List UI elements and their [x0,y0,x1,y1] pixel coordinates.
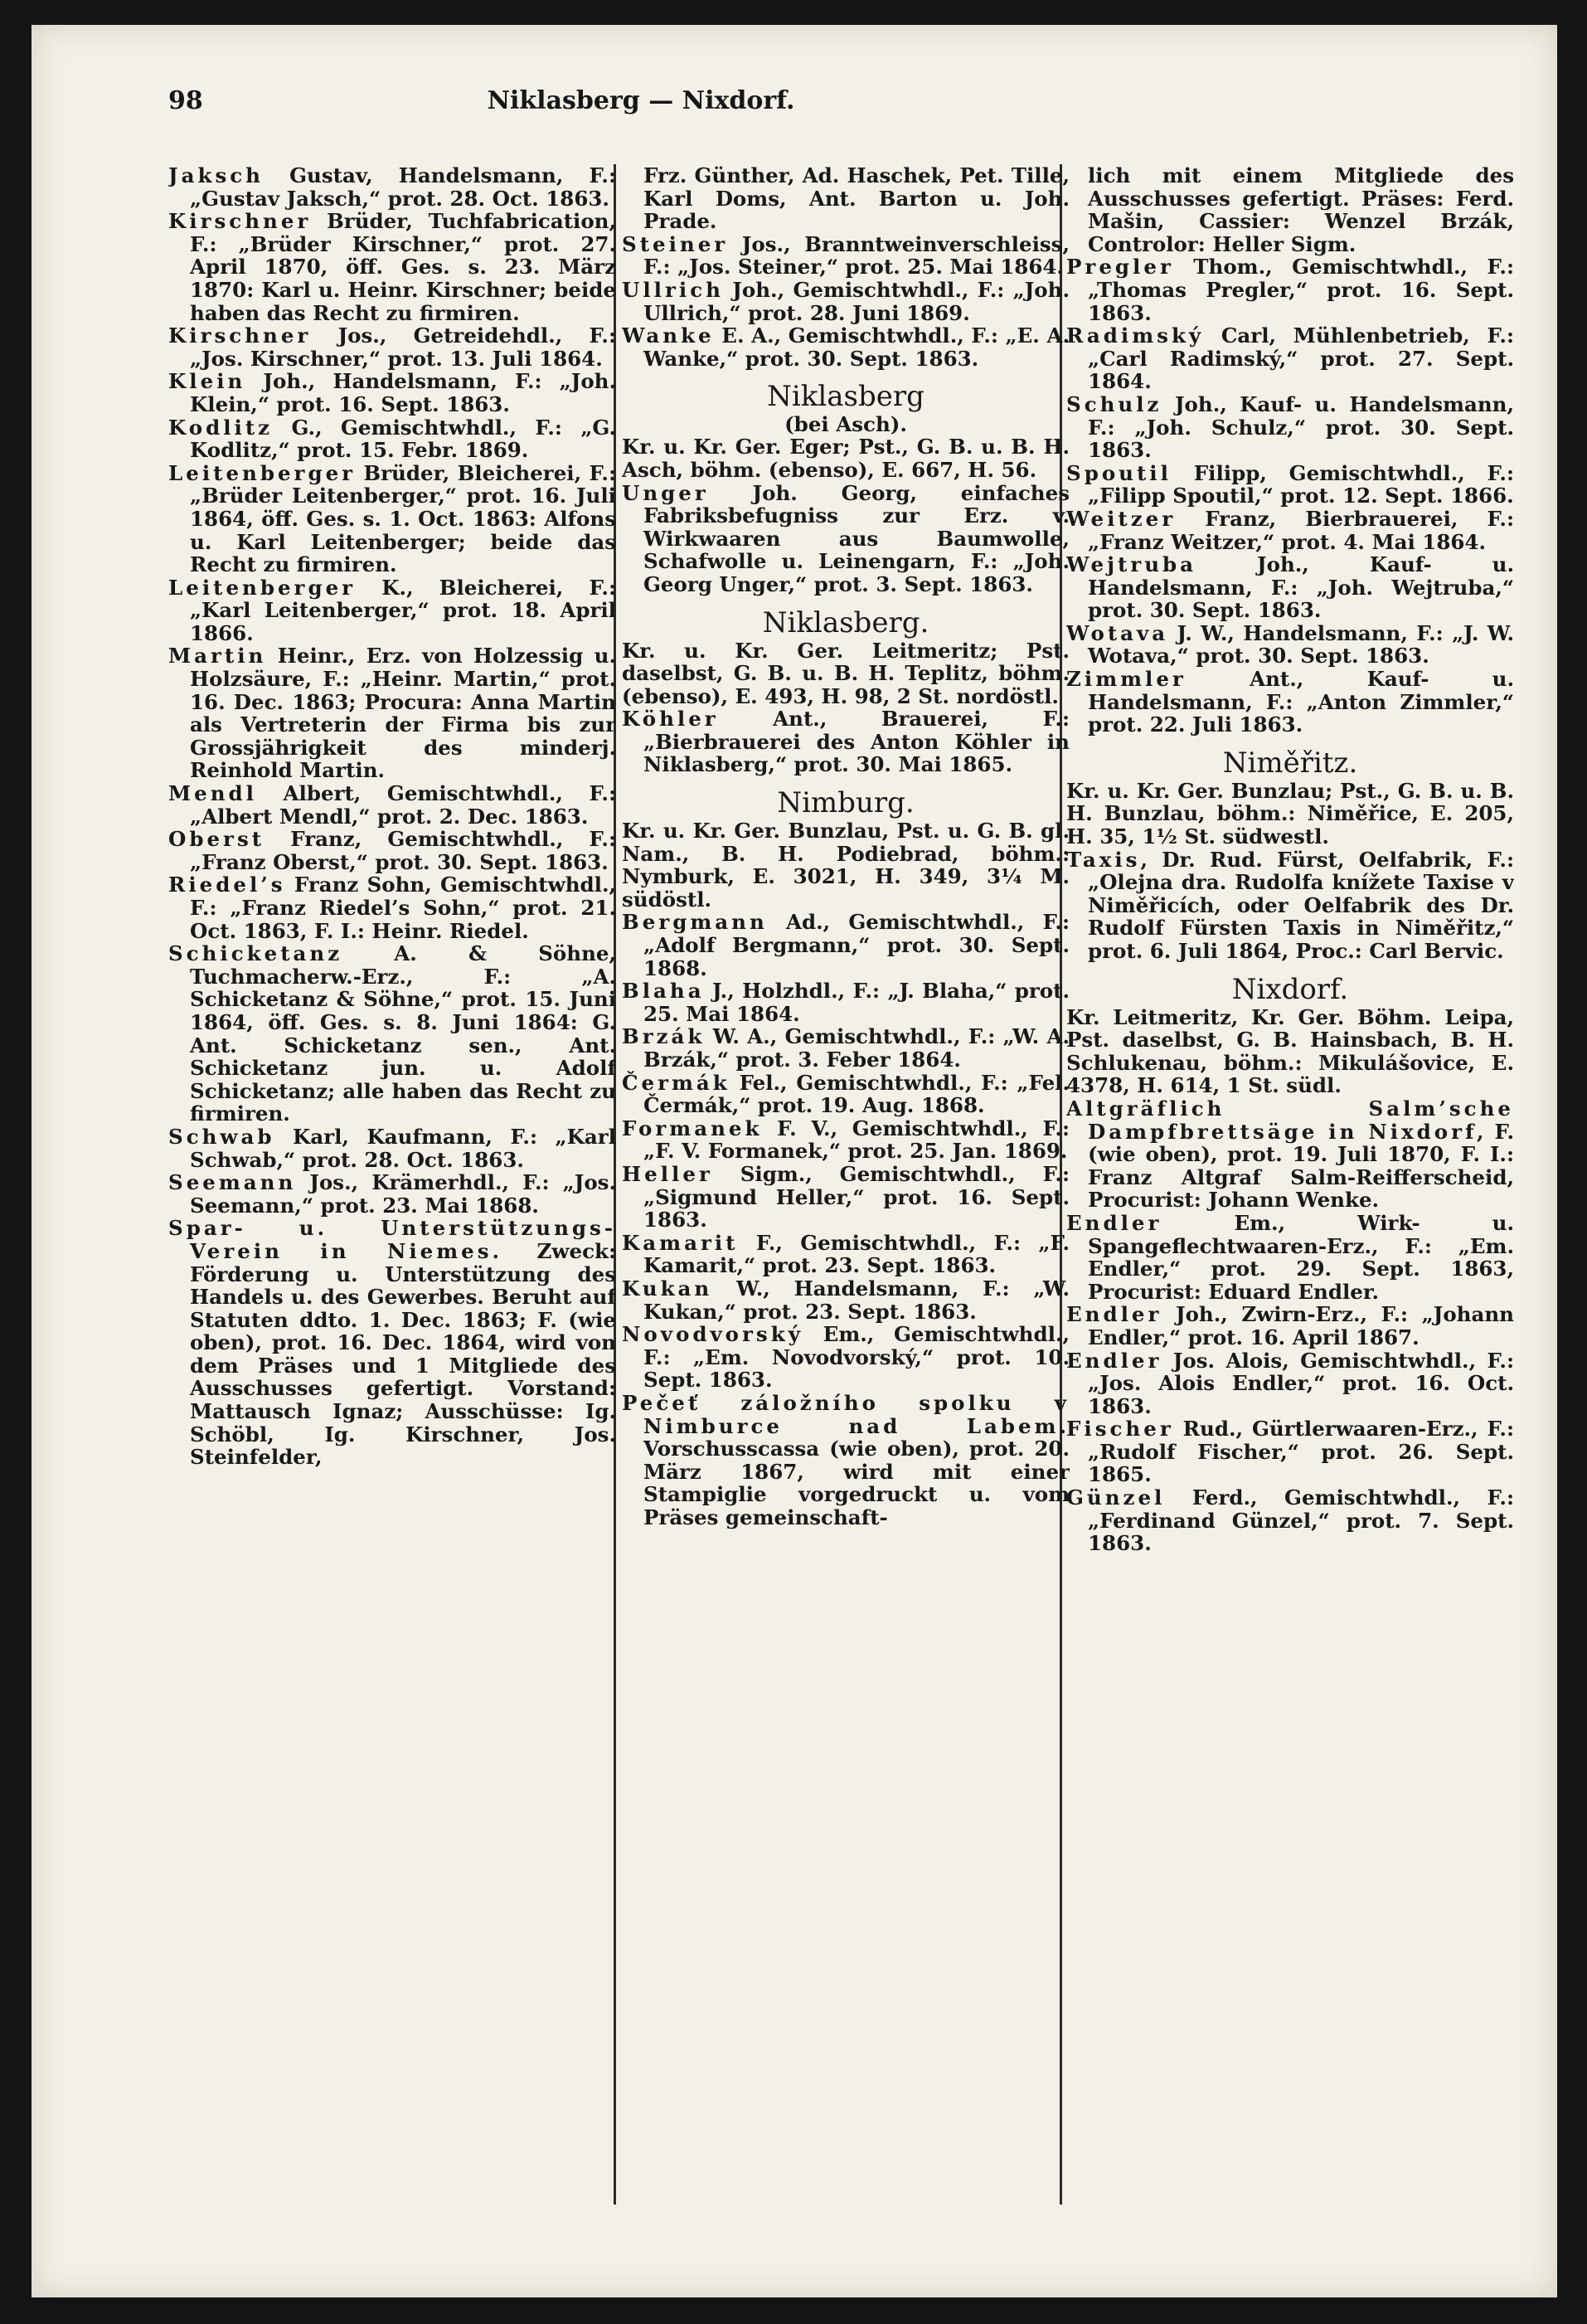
column-1 [168,164,616,2221]
entry-list [622,911,1070,1529]
entry-list [1066,164,1514,737]
directory-entry [168,873,616,942]
directory-entry [622,1277,1070,1323]
entry-details: , Dr. Rud. Fürst, Oelfabrik, F.: „Olejna dra. Rudolfa knížete Taxise v Niměřicích, oder Oelfabrik des Dr. Rudolf Fürsten Taxis in Niměřitz,“ prot. 6. Juli 1864, Proc.: Carl Bervic. [1088,847,1514,963]
entry-name: Zimmler [1066,667,1187,692]
entry-name: Seemann [168,1170,297,1195]
entry-name: Kukan [622,1276,713,1301]
directory-entry [168,644,616,782]
entry-details: Thom., Gemischtwhdl., F.: „Thomas Pregler,“ prot. 16. Sept. 1863. [1088,255,1514,325]
entry-name: Köhler [622,707,719,732]
entry-name: Čermák [622,1070,730,1095]
page [32,25,1557,2297]
entry-details: Fel., Gemischtwhdl., F.: „Fel. Čermák,“ prot. 19. Aug. 1868. [643,1070,1070,1118]
directory-entry [622,1025,1070,1071]
directory-entry [622,1392,1070,1529]
directory-entry [168,1171,616,1217]
entry-name: Endler [1066,1210,1162,1235]
entry-details: Joh., Gemischtwhdl., F.: „Joh. Ullrich,“ prot. 28. Juni 1869. [643,277,1070,325]
entry-name: Spar- u. Unterstützungs-Verein in Niemes. [168,1216,616,1263]
entry-details: Karl, Kaufmann, F.: „Karl Schwab,“ prot. 28. Oct. 1863. [190,1124,616,1172]
directory-entry [1066,553,1514,622]
section-heading: Nimburg. [777,786,915,820]
directory-entry [622,980,1070,1025]
entry-details: Franz, Bierbrauerei, F.: „Franz Weitzer,“ prot. 4. Mai 1864. [1088,506,1514,554]
entry-details: Rud., Gürtlerwaaren-Erz., F.: „Rudolf Fischer,“ prot. 26. Sept. 1865. [1088,1417,1514,1487]
entry-details: Franz, Gemischtwhdl., F.: „Franz Oberst,“ prot. 30. Sept. 1863. [190,827,616,874]
section-nixdorf [1066,973,1514,1555]
entry-name: Altgräflich Salm’sche Dampfbrettsäge in Nixdorf, [1066,1096,1514,1144]
entry-name: Pečeť záložního spolku v Nimburce nad Labem. [622,1390,1070,1438]
entry-details: Ant., Brauerei, F.: „Bierbrauerei des Anton Köhler in Niklasberg,“ prot. 30. Mai 1865. [643,707,1070,777]
entry-name: Schicketanz [168,941,343,966]
entry-details: W. A., Gemischtwhdl., F.: „W. A. Brzák,“ prot. 3. Feber 1864. [643,1024,1070,1072]
entry-details: Ant., Kauf- u. Handelsmann, F.: „Anton Zimmler,“ prot. 22. Juli 1863. [1088,667,1514,737]
entry-name: Bergmann [622,910,768,935]
entry-details: W., Handelsmann, F.: „W. Kukan,“ prot. 23. Sept. 1863. [643,1276,1070,1324]
entry-continuation [622,164,1070,233]
directory-entry [622,482,1070,596]
directory-entry [168,1126,616,1171]
entry-details: A. & Söhne, Tuchmacherw.-Erz., F.: „A. Schicketanz & Söhne,“ prot. 15. Juni 1864, öff. Ges. s. 8. Juni 1864: G. Ant. Schicketanz sen., Ant. Schicketanz jun. u. Adolf Schicketanz; alle haben das Recht zu firmiren. [190,941,616,1126]
directory-entry [168,942,616,1126]
entry-name: Endler [1066,1302,1162,1327]
column-3 [1066,164,1514,2221]
entry-details: G., Gemischtwhdl., F.: „G. Kodlitz,“ prot. 15. Febr. 1869. [190,415,616,463]
entry-details: Joh. Georg, einfaches Fabriksbefugniss zur Erz. v. Wirkwaaren aus Baumwolle, Schafwolle u. Leinengarn, F.: „Joh. Georg Unger,“ prot. 3. Sept. 1863. [643,480,1070,596]
directory-entry [1066,508,1514,553]
entry-name: Leitenberger [168,460,357,485]
entry-list [622,482,1070,596]
entry-details: Ferd., Gemischtwhdl., F.: „Ferdinand Günzel,“ prot. 7. Sept. 1863. [1088,1485,1514,1556]
entry-name: Formanek [622,1116,763,1140]
entry-name: Jaksch [168,164,264,187]
entry-details: Heinr., Erz. von Holzessig u. Holzsäure, F.: „Heinr. Martin,“ prot. 16. Dec. 1863; Procura: Anna Martin als Vertreterin der Firma bis zur Grossjährigkeit des minderj. Reinhold Martin. [190,644,616,783]
entry-details: Gustav, Handelsmann, F.: „Gustav Jaksch,“ prot. 28. Oct. 1863. [190,164,616,211]
entry-name: Leitenberger [168,575,357,600]
entry-details: Brüder, Bleicherei, F.: „Brüder Leitenberger,“ prot. 16. Juli 1864, öff. Ges. s. 1. Oct. 1863: Alfons u. Karl Leitenberger; beide das Recht zu firmiren. [190,460,616,577]
directory-entry [168,416,616,462]
entry-name: Blaha [622,979,705,1004]
entry-name: Pregler [1066,255,1174,280]
entry-details: Brüder, Tuchfabrication, F.: „Brüder Kirschner,“ prot. 27. April 1870, öff. Ges. s. 23. März 1870: Karl u. Heinr. Kirschner; beide haben das Recht zu firmiren. [190,209,616,325]
entry-details: Joh., Kauf- u. Handelsmann, F.: „Joh. Wejtruba,“ prot. 30. Sept. 1863. [1088,552,1514,623]
entry-details: F., Gemischtwhdl., F.: „F. Kamarit,“ prot. 23. Sept. 1863. [643,1230,1070,1278]
entry-name: Spoutil [1066,460,1172,485]
section-niklasberg [622,606,1070,777]
entry-details: Joh., Zwirn-Erz., F.: „Johann Endler,“ prot. 16. April 1867. [1088,1302,1514,1349]
entry-details: Carl, Mühlenbetrieb, F.: „Carl Radimský,“ prot. 27. Sept. 1864. [1088,323,1514,394]
entry-details: Sigm., Gemischtwhdl., F.: „Sigmund Heller,“ prot. 16. Sept. 1863. [643,1161,1070,1232]
entry-name: Schulz [1066,391,1162,416]
directory-entry [1066,668,1514,737]
entry-name: Riedel’s [168,873,286,897]
entry-name: Schwab [168,1124,275,1149]
entry-details: Zweck: Förderung u. Unterstützung des Handels u. des Gewerbes. Beruht auf Statuten ddto. 1. Dec. 1863; F. (wie oben), prot. 16. Dec. 1864, wird von dem Präses und 1 Mitgliede des Ausschusses gefertigt. Vorstand: Mattausch Ignaz; Ausschüsse: Ig. Schöbl, Ig. Kirschner, Jos. Steinfelder, [190,1238,616,1470]
directory-entry [622,324,1070,370]
section-heading: Nixdorf. [1231,972,1349,1006]
entry-name: Ullrich [622,277,724,302]
section-heading: Niklasberg. [762,605,929,639]
place-info: Kr. u. Kr. Ger. Bunzlau; Pst., G. B. u. B. H. Bunzlau, böhm.: Niměřice, E. 205, H. 35, 1½ St. südwestl. [1066,778,1514,849]
entry-list [168,164,616,1469]
entry-list [1066,1097,1514,1555]
entry-name: Wejtruba [1066,552,1197,577]
directory-entry [1066,462,1514,508]
directory-entry [622,911,1070,980]
directory-entry [1066,1303,1514,1349]
directory-entry [622,1323,1070,1392]
entry-details: E. A., Gemischtwhdl., F.: „E. A. Wanke,“ prot. 30. Sept. 1863. [643,323,1070,371]
entry-name: Heller [622,1161,713,1186]
entry-details: Em., Wirk- u. Spangeflechtwaaren-Erz., F.: „Em. Endler,“ prot. 29. Sept. 1863, Procurist: Eduard Endler. [1088,1210,1514,1304]
entry-name: Weitzer [1066,506,1177,531]
entry-name: Fischer [1066,1417,1174,1442]
entry-details: Frz. Günther, Ad. Haschek, Pet. Tille, Karl Doms, Ant. Barton u. Joh. Prade. [643,164,1070,234]
entry-name: Novodvorský [622,1322,803,1347]
entry-name: Brzák [622,1024,706,1049]
directory-entry [168,828,616,873]
entry-details: Jos. Alois, Gemischtwhdl., F.: „Jos. Alois Endler,“ prot. 16. Oct. 1863. [1088,1348,1514,1418]
entry-name: Klein [168,369,246,394]
directory-entry [168,164,616,210]
directory-entry [1066,1417,1514,1486]
directory-entry [622,279,1070,324]
entry-details: Jos., Branntweinverschleiss, F.: „Jos. Steiner,“ prot. 25. Mai 1864. [643,231,1070,280]
section-heading: Niklasberg [767,380,925,414]
entry-name: Kirschner [168,323,312,348]
directory-entry [622,1163,1070,1232]
directory-entry [1066,255,1514,324]
entry-continuation [1066,164,1514,255]
entry-details: lich mit einem Mitgliede des Ausschusses gefertigt. Präses: Ferd. Mašin, Cassier: Wenzel Brzák, Controlor: Heller Sigm. [1088,164,1514,256]
entry-name: Kamarit [622,1230,739,1255]
entry-name: Kodlitz [168,415,274,440]
directory-entry [622,707,1070,776]
directory-entry [622,233,1070,279]
entry-details: Filipp, Gemischtwhdl., F.: „Filipp Spoutil,“ prot. 12. Sept. 1866. [1088,460,1514,508]
page-title: Niklasberg — Nixdorf. [487,86,795,115]
entry-name: Günzel [1066,1485,1166,1510]
directory-entry [1066,324,1514,393]
entry-name: Taxis [1066,847,1141,872]
directory-entry [1066,848,1514,963]
running-head [168,76,1114,126]
entry-details: Albert, Gemischtwhdl., F.: „Albert Mendl,“ prot. 2. Dec. 1863. [190,781,616,829]
entry-name: Radimský [1066,323,1205,348]
directory-entry [1066,622,1514,668]
entry-name: Unger [622,480,709,505]
entry-details: Jos., Getreidehdl., F.: „Jos. Kirschner,“ prot. 13. Juli 1864. [190,323,616,371]
directory-entry [168,370,616,416]
section-nimburg [622,786,1070,1529]
entry-details: Franz Sohn, Gemischtwhdl., F.: „Franz Riedel’s Sohn,“ prot. 21. Oct. 1863, F. I.: Heinr. Riedel. [190,873,616,943]
directory-entry [168,782,616,828]
directory-entry [1066,1349,1514,1418]
entry-details: K., Bleicherei, F.: „Karl Leitenberger,“ prot. 18. April 1866. [190,575,616,645]
directory-entry [168,462,616,576]
place-info: Kr. Leitmeritz, Kr. Ger. Böhm. Leipa, Pst. daselbst, G. B. Hainsbach, B. H. Schlukenau, böhm.: Mikulášovice, E. 4378, H. 614, 1 St. südl. [1066,1004,1514,1098]
entry-details: J. W., Handelsmann, F.: „J. W. Wotava,“ prot. 30. Sept. 1863. [1088,620,1514,669]
directory-entry [168,576,616,645]
entry-details: Ad., Gemischtwhdl., F.: „Adolf Bergmann,“ prot. 30. Sept. 1868. [643,910,1070,980]
section-niklasberg-asch [622,380,1070,596]
entry-details: F. V., Gemischtwhdl., F.: „F. V. Formanek,“ prot. 25. Jan. 1869. [643,1116,1070,1164]
directory-entry [1066,1212,1514,1303]
directory-entry [1066,1486,1514,1555]
section-subheading: (bei Asch). [784,412,907,437]
entry-name: Wotava [1066,620,1169,645]
entry-details: F. (wie oben), prot. 19. Juli 1870, F. I.: Franz Altgraf Salm-Reifferscheid, Procurist: Johann Wenke. [1088,1119,1514,1213]
directory-entry [168,210,616,324]
entry-list [622,164,1070,370]
section-heading: Niměřitz. [1222,746,1358,780]
section-nimeritz [1066,746,1514,963]
place-info: Kr. u. Kr. Ger. Bunzlau, Pst. u. G. B. gl. Nam., B. H. Podiebrad, böhm.: Nymburk, E. 3021, H. 349, 3¼ M. südöstl. [622,819,1070,912]
entry-details: Joh., Kauf- u. Handelsmann, F.: „Joh. Schulz,“ prot. 30. Sept. 1863. [1088,391,1514,463]
entry-list [622,707,1070,776]
directory-entry [622,1072,1070,1117]
entry-name: Oberst [168,827,265,852]
entry-name: Kirschner [168,209,312,234]
page-number: 98 [168,86,203,115]
entry-name: Mendl [168,781,257,806]
directory-entry [622,1117,1070,1163]
entry-name: Martin [168,644,267,669]
column-2 [622,164,1070,2221]
directory-entry [622,1232,1070,1277]
entry-details: J., Holzhdl., F.: „J. Blaha,“ prot. 25. Mai 1864. [643,979,1070,1026]
entry-name: Endler [1066,1348,1162,1373]
place-info: Kr. u. Kr. Ger. Leitmeritz; Pst. daselbst, G. B. u. B. H. Teplitz, böhm. (ebenso), E. 493, H. 98, 2 St. nordöstl. [622,638,1070,708]
directory-entry [168,324,616,370]
entry-list [1066,848,1514,963]
entry-details: Em., Gemischtwhdl., F.: „Em. Novodvorský,“ prot. 10. Sept. 1863. [643,1322,1070,1393]
entry-details: Joh., Handelsmann, F.: „Joh. Klein,“ prot. 16. Sept. 1863. [190,369,616,416]
directory-entry [1066,1097,1514,1212]
entry-name: Steiner [622,231,729,256]
entry-details: Jos., Krämerhdl., F.: „Jos. Seemann,“ prot. 23. Mai 1868. [190,1170,616,1218]
place-info: Kr. u. Kr. Ger. Eger; Pst., G. B. u. B. H. Asch, böhm. (ebenso), E. 667, H. 56. [622,435,1070,482]
entry-name: Wanke [622,323,715,348]
directory-entry [1066,393,1514,462]
directory-entry [168,1217,616,1469]
entry-details: Vorschusscassa (wie oben), prot. 20. März 1867, wird mit einer Stampiglie vorgedruckt u. vom Präses gemeinschaft- [643,1437,1070,1529]
